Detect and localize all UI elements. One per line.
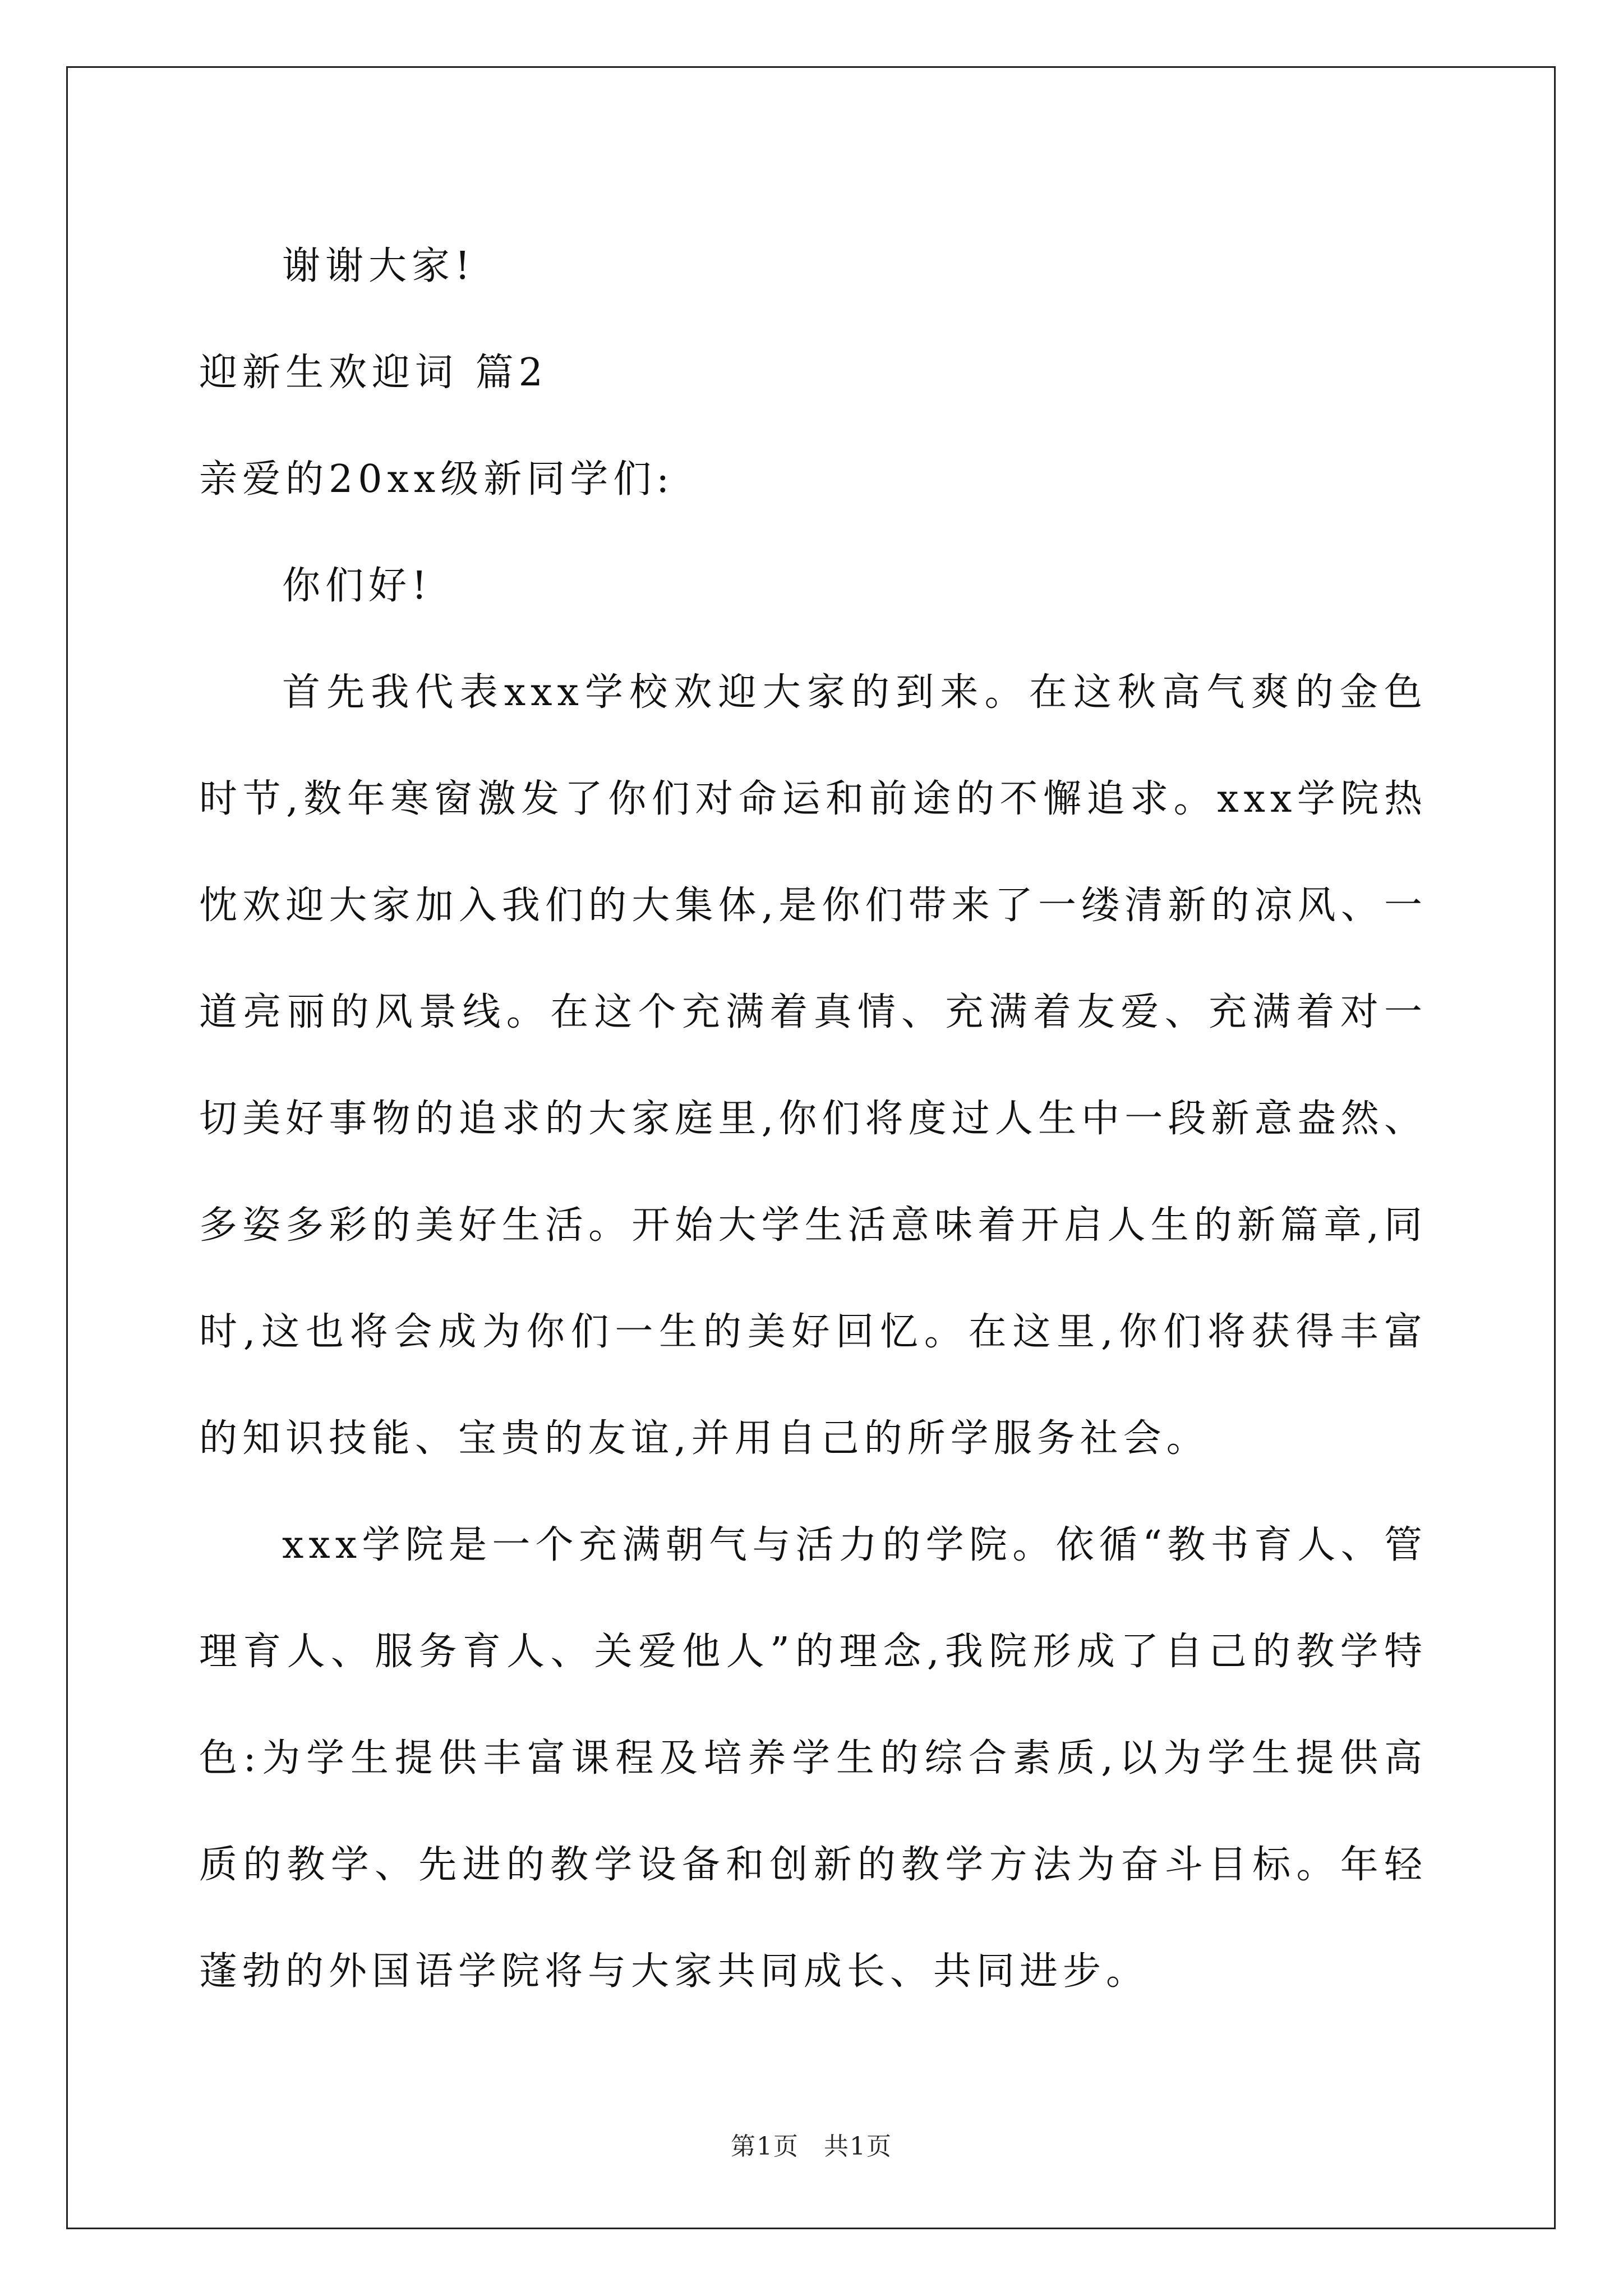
document-body [199, 213, 1427, 2025]
paragraph-welcome: 首先我代表xxx学校欢迎大家的到来。在这秋高气爽的金色时节,数年寒窗激发了你们对命运和前途的不懈追求。xxx学院热忱欢迎大家加入我们的大集体,是你们带来了一缕清新的凉风、一道亮丽的风景线。在这个充满着真情、充满着友爱、充满着对一切美好事物的追求的大家庭里,你们将度过人生中一段新意盎然、多姿多彩的美好生活。开始大学生活意味着开启人生的新篇章,同时,这也将会成为你们一生的美好回忆。在这里,你们将获得丰富的知识技能、宝贵的友谊,并用自己的所学服务社会。 [199, 670, 1427, 1461]
page-number: 第1页 [731, 2132, 799, 2161]
section-heading: 迎新生欢迎词 篇2 [199, 351, 548, 395]
page-footer [0, 2126, 1623, 2162]
closing-thanks: 谢谢大家! [282, 244, 476, 288]
page-total: 共1页 [824, 2132, 892, 2161]
salutation: 亲爱的20xx级新同学们: [199, 457, 675, 501]
paragraph-college: xxx学院是一个充满朝气与活力的学院。依循“教书育人、管理育人、服务育人、关爱他人”的理念,我院形成了自己的教学特色:为学生提供丰富课程及培养学生的综合素质,以为学生提供高质的教学、先进的教学设备和创新的教学方法为奋斗目标。年轻蓬勃的外国语学院将与大家共同成长、共同进步。 [199, 1523, 1427, 1994]
greeting: 你们好! [282, 564, 432, 608]
